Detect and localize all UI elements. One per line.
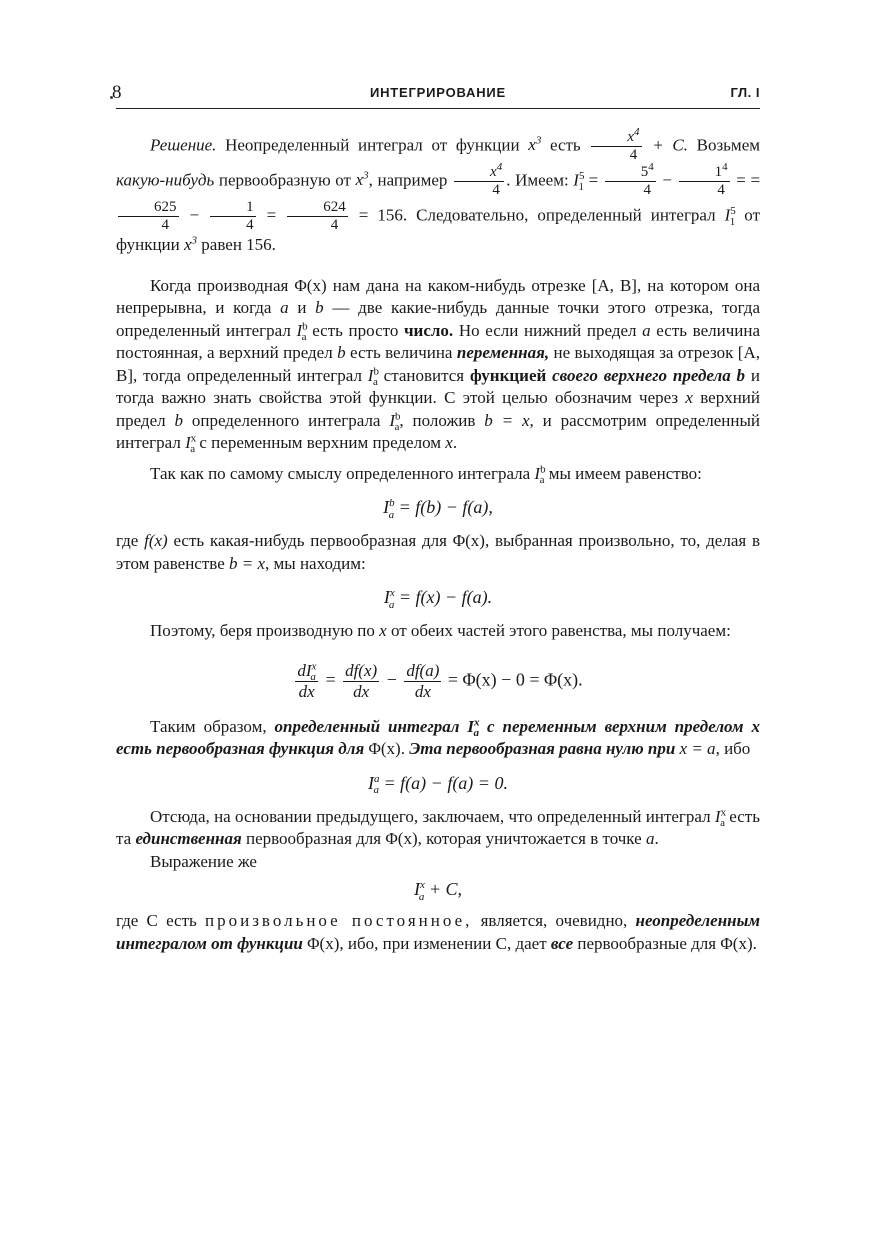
paragraph-final: где C есть произвольное постоянное, является, очевидно, неопределенным интегралом от функции Φ(x), ибо, при изменении C, дает все первообразные для Φ(x). [116, 911, 761, 953]
paragraph-substitution: где f(x) есть какая-нибудь первообразная для Φ(x), выбранная произвольно, то, делая в этом равенстве b = x, мы находим: [116, 531, 760, 573]
book-page [112, 82, 761, 955]
equation-5: $I^x_a + C$, [413, 879, 463, 903]
paragraph-expression: Выражение же [150, 851, 257, 871]
solution-label: Решение. [150, 135, 217, 155]
formula-frac: $\frac{x^4}{4}$ [591, 129, 641, 164]
solution-paragraph: Решение. Неопределенный интеграл от функции $x^3$ есть $\frac{x^4}{4}$ + C. Возьмем какую-нибудь первообразную от $x^3$, например $\frac{x^4}{4}$ . Имеем: $I^5_1$ = $\frac{5^4}{4}$ − $\frac{1^4}{4}$ = = $\frac{625}{4}$ − $\frac{1}{4}$ = $\frac{624}{4}$ = 156. Следовательно, определенный интеграл $I^5_1$ от функции $x^3$ равен 156. [116, 126, 761, 254]
equation-3: $\frac{dI^x_a}{dx}$ = $\frac{df(x)}{dx}$ − $\frac{df(a)}{dx}$ = Φ(x) − 0 = Φ(x). [297, 659, 583, 701]
running-title: ИНТЕГРИРОВАНИЕ [369, 85, 507, 100]
paragraph-conclusion: Отсюда, на основании предыдущего, заключаем, что определенный интеграл $I^x_a$ есть та единственная первообразная для Φ(x), которая уничтожается в точке a. [116, 805, 760, 848]
paragraph-theorem: Таким образом, определенный интеграл $I^x_a$ с переменным верхним пределом x есть первообразная функция для Φ(x). Эта первообразная равна нулю при x = a, ибо [116, 715, 760, 758]
paragraph-equality-intro: Так как по самому смыслу определенного интеграла $I^b_a$ мы имеем равенство: [150, 462, 702, 486]
paragraph-variable-limit: Когда производная Φ(x) нам дана на каком-нибудь отрезке [A, B], на котором она непрерывна, и когда a и b — две какие-нибудь данные точки этого отрезка, тогда определенный интеграл $I^b_a$ есть просто число. Но если нижний предел a есть величина постоянная, а верхний предел b есть величина переменная, не выходящая за отрезок [A, B], тогда определенный интеграл $I^b_a$ становится функцией своего верхнего предела b и тогда важно знать свойства этой функции. С этой целью обозначим через x верхний предел b определенного интеграла $I^b_a$, положив b = x, и рассмотрим определенный интеграл $I^x_a$ с переменным верхним пределом x. [116, 275, 761, 456]
page-header [112, 82, 760, 109]
equation-4: $I^a_a = f(a) - f(a) = 0$. [368, 772, 508, 797]
equation-1: $I^b_a = f(b) - f(a)$, [383, 497, 493, 521]
equation-2: $I^x_a = f(x) - f(a)$. [383, 587, 493, 611]
page-number: 8 [112, 82, 122, 103]
chapter-label: ГЛ. I [730, 85, 760, 100]
paragraph-derivative: Поэтому, беря производную по x от обеих частей этого равенства, мы получаем: [150, 621, 731, 640]
